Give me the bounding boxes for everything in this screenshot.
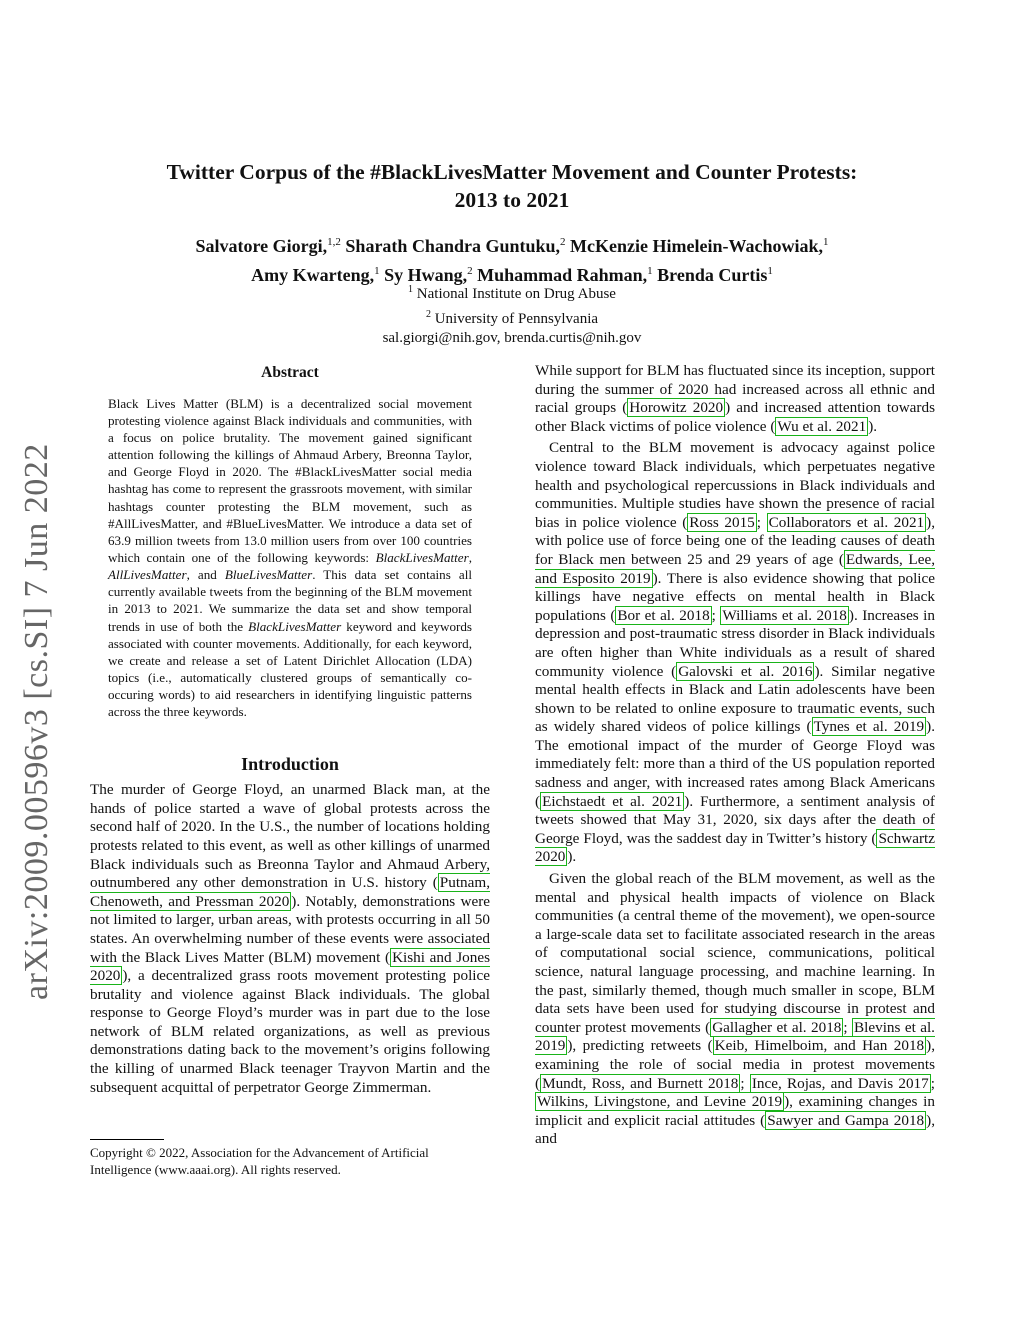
title-line-1: Twitter Corpus of the #BlackLivesMatter Movement and Counter Protests: [166,160,858,184]
citation-link[interactable]: Horowitz 2020 [629,399,724,417]
arxiv-identifier-stamp: arXiv:2009.00596v3 [cs.SI] 7 Jun 2022 [18,443,55,1000]
affiliation-1: $^1$ National Institute on Drug Abuse [408,284,616,302]
citation-link[interactable]: Wilkins, Livingstone, and Levine 2019 [537,1093,783,1111]
citation-link[interactable]: Williams et al. 2018 [722,606,847,624]
citation-link[interactable]: Eichstaedt et al. 2021 [542,792,683,810]
copyright-text: Copyright © 2022, Association for the Advancement of Artificial Intelligence (www.aaai.org). All rights reserved. [90,1145,429,1177]
affiliation-2: $^2$ University of Pennsylvania [425,308,599,327]
citation-link[interactable]: Blevins et al. 2019 [535,1018,935,1055]
body-paragraph: Central to the BLM movement is advocacy against police violence toward Black individuals, which perpetuates negative health and psychological repercussions in Black individuals and communities. Multiple studies have shown the presence of racial bias in police violence ( Ross 2015 ; Collaborators et al. 2021 ), with police use of force being one of the leading causes of death for Black men between 25 and 29 years of age ( Edwards, Lee, and Esposito 2019 ). There is also evidence showing that police killings have negative effects on mental health in Black populations ( Bor et al. 2018 ; Williams et al. 2018 ). Increases in depression and post-traumatic stress disorder in Black individuals are often higher than White individuals as a result of shared community violence ( Galovski et al. 2016 ). Similar negative mental health effects in Black and Latin adolescents have been shown to be related to online exposure to traumatic events, such as widely shared videos of police killings ( Tynes et al. 2019 ). The emotional impact of the murder of George Floyd was immediately felt: more than a third of the US population reported sadness and anger, with increased rates among Black Americans ( Eichstaedt et al. 2021 ). Furthermore, a sentiment analysis of tweets showed that May 31, 2020, six days after the death of George Floyd, was the saddest day in Twitter’s history ( Schwartz 2020 ). [535,439,936,866]
citation-link[interactable]: Galovski et al. 2016 [678,662,813,680]
author-name: McKenzie Himelein-Wachowiak, [570,236,823,256]
author-name: Sy Hwang, [384,265,468,285]
body-paragraph: While support for BLM has fluctuated since its inception, support during the summer of 2020 had increased across all ethnic and racial groups ( Horowitz 2020 ) and increased attention towards other Black victims of police violence ( Wu et al. 2021 ). [535,362,935,435]
title-line-2: 2013 to 2021 [454,188,570,212]
introduction-paragraph: The murder of George Floyd, an unarmed Black man, at the hands of police started a wave of global protests across the second half of 2020. In the U.S., the number of locations holding protests related to this event, as well as other killings of unarmed Black individuals such as Breonna Taylor and Ahmaud Arbery, outnumbered any other demonstration in U.S. history ( Putnam, Chenoweth, and Pressman 2020 ). Notably, demonstrations were not limited to larger, urban areas, with protests occurring in all 50 states. An overwhelming number of these events were associated with the Black Lives Matter (BLM) movement ( Kishi and Jones 2020 ), a decentralized grass roots movement protesting police brutality and violence against Black individuals. The global response to George Floyd’s murder was in part due to the lose network of BLM related organizations, as well as previous demonstrations dating back to the movement’s origins following the killing of unarmed Black teenager Trayvon Martin and the subsequent acquittal of perpetrator George Zimmerman. [90,781,491,1096]
author-affil-sup: 1 [374,265,380,277]
citation-link[interactable]: Collaborators et al. 2021 [768,513,925,531]
author-name: Sharath Chandra Guntuku, [345,236,561,256]
citation-link[interactable]: Kishi and Jones 2020 [90,948,491,985]
body-paragraph: Given the global reach of the BLM movement, as well as the mental and physical health impacts of violence on Black communities (a central theme of the movement), we open-source a large-scale data set to facilitate associated research in the areas of computational social science, communications, political science, natural language processing, and machine learning. In the past, similarly themed, though much smaller in scope, BLM data sets have been used for studying discourse in protest and counter protest movements ( Gallagher et al. 2018 ; Blevins et al. 2019 ), predicting retweets ( Keib, Himelboim, and Han 2018 ), examining the role of social media in protest movements ( Mundt, Ross, and Burnett 2018 ; Ince, Rojas, and Davis 2017 ; Wilkins, Livingstone, and Levine 2019 ), examining changes in implicit and explicit racial attitudes ( Sawyer and Gampa 2018 ), and [535,870,935,1148]
author-name: Amy Kwarteng, [251,265,375,285]
citation-link[interactable]: Keib, Himelboim, and Han 2018 [714,1037,925,1055]
citation-link[interactable]: Ross 2015 [689,513,755,531]
author-name: Muhammad Rahman, [477,265,648,285]
author-affil-sup: 2 [560,236,566,248]
citation-link[interactable]: Putnam, Chenoweth, and Pressman 2020 [90,874,490,910]
abstract-text: Black Lives Matter (BLM) is a decentralized social movement protesting violence against Black individuals and communities, with a focus on police brutality. The movement gained significant attention following the killings of Ahmaud Arbery, Breonna Taylor, and George Floyd in 2020. The #BlackLivesMatter social media hashtag has come to represent the grassroots movement, with similar hashtags counter protesting the BLM movement, such as #AllLivesMatter, and #BlueLivesMatter. We introduce a data set of 63.9 million tweets from 13.0 million users from over 100 countries which contain one of the following keywords: BlackLivesMatter, AllLivesMatter, and BlueLivesMatter. This data set contains all currently available tweets from the beginning of the BLM movement in 2013 to 2021. We summarize the data set and show temporal trends in use of both the BlackLivesMatter keyword and keywords associated with counter movements. Additionally, for each keyword, we create and release a set of Latent Dirichlet Allocation (LDA) topics (i.e., automatically clustered groups of semantically co-occuring words) to aid researchers in identifying linguistic patterns across the three keywords. [108,395,472,720]
footnote-rule [90,1139,164,1140]
author-name: Salvatore Giorgi, [195,236,328,256]
author-affil-sup: 1,2 [327,236,341,248]
paper-title [0,158,1024,214]
author-affil-sup: 2 [467,265,473,277]
keyword: BlackLivesMatter [248,618,342,634]
citation-link[interactable]: Mundt, Ross, and Burnett 2018 [542,1074,739,1092]
author-affil-sup: 1 [822,236,829,248]
copyright-footnote [90,1139,490,1178]
citation-link[interactable]: Bor et al. 2018 [617,606,710,624]
left-column [90,360,490,1097]
citation-link[interactable]: Sawyer and Gampa 2018 [767,1111,925,1129]
author-name: Brenda Curtis [657,265,768,285]
citation-link[interactable]: Ince, Rojas, and Davis 2017 [751,1074,929,1092]
keyword: AllLivesMatter [108,567,187,583]
right-column [535,362,935,1149]
introduction-heading: Introduction [241,753,339,774]
citation-link[interactable]: Edwards, Lee, and Esposito 2019 [535,550,935,587]
affiliations [0,280,1024,349]
keyword: BlueLivesMatter [224,567,313,583]
contact-emails: sal.giorgi@nih.gov, brenda.curtis@nih.gov [382,330,642,346]
citation-link[interactable]: Tynes et al. 2019 [813,718,925,736]
keyword: BlackLivesMatter [375,550,469,565]
citation-link[interactable]: Wu et al. 2021 [777,417,867,435]
author-affil-sup: 1 [647,265,653,277]
citation-link[interactable]: Gallagher et al. 2018 [712,1018,842,1036]
citation-link[interactable]: Schwartz 2020 [535,829,935,866]
abstract-heading: Abstract [261,364,319,381]
author-affil-sup: 1 [767,265,773,277]
author-line-1 [0,230,1024,259]
